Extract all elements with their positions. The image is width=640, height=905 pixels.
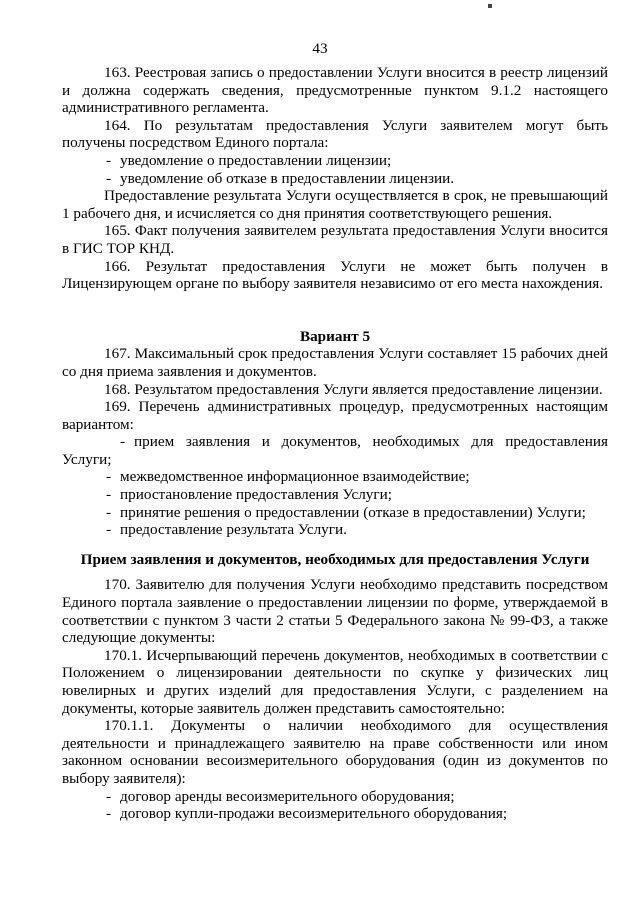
list-item: - уведомление об отказе в предоставлении лицензии. xyxy=(106,169,455,187)
list-item: - уведомление о предоставлении лицензии; xyxy=(106,151,392,169)
paragraph-169: 169. Перечень административных процедур, предусмотренных настоящим вариантом: xyxy=(62,398,608,433)
paragraph-166: 166. Результат предоставления Услуги не может быть получен в Лицензирующем органе по выбору заявителя независимо от его места нахождения. xyxy=(62,257,608,293)
document-body xyxy=(62,64,608,823)
paragraph-167: 167. Максимальный срок предоставления Услуги составляет 15 рабочих дней со дня приема заявления и документов. xyxy=(62,345,608,380)
list-item: - договор аренды весоизмерительного оборудования; xyxy=(106,787,455,805)
paragraph-170-1: 170.1. Исчерпывающий перечень документов, необходимых в соответствии с Положением о лицензировании деятельности по скупке у физических лиц ювелирных и других изделий для предоставления Услуги, с разделением на документы, которые заявитель должен представить самостоятельно: xyxy=(62,646,608,717)
list-item: - приостановление предоставления Услуги; xyxy=(106,486,392,504)
variant-heading: Вариант 5 xyxy=(299,327,371,345)
page-number: 43 xyxy=(312,40,328,57)
section-heading: Прием заявления и документов, необходимых для предоставления Услуги xyxy=(80,550,590,568)
list-item: - прием заявления и документов, необходимых для предоставления Услуги; xyxy=(62,433,608,468)
paragraph-170: 170. Заявителю для получения Услуги необходимо представить посредством Единого портала заявление о предоставлении лицензии по форме, утверждаемой в соответствии с пунктом 3 части 2 статьи 5 Федерального закона № 99-ФЗ, а также следующие документы: xyxy=(62,576,608,647)
scan-speck xyxy=(488,4,492,8)
paragraph-170-1-1: 170.1.1. Документы о наличии необходимого для осуществления деятельности и принадлежащего заявителю на праве собственности или ином законном основании весоизмерительного оборудования (один из документов по выбору заявителя): xyxy=(62,717,608,787)
paragraph-result-term: Предоставление результата Услуги осуществляется в срок, не превышающий 1 рабочего дня, и исчисляется со дня принятия соответствующего решения. xyxy=(62,187,608,222)
list-item: - межведомственное информационное взаимодействие; xyxy=(106,468,470,486)
list-item: - договор купли-продажи весоизмерительного оборудования; xyxy=(106,805,508,823)
paragraph-168: 168. Результатом предоставления Услуги является предоставление лицензии. xyxy=(104,380,603,398)
paragraph-165: 165. Факт получения заявителем результата предоставления Услуги вносится в ГИС ТОР КНД. xyxy=(62,222,608,257)
list-item: - принятие решения о предоставлении (отказе в предоставлении) Услуги; xyxy=(106,503,586,521)
paragraph-163: 163. Реестровая запись о предоставлении Услуги вносится в реестр лицензий и должна содержать сведения, предусмотренные пунктом 9.1.2 настоящего административного регламента. xyxy=(62,64,608,117)
list-item: - предоставление результата Услуги. xyxy=(106,521,347,539)
paragraph-164: 164. По результатам предоставления Услуги заявителем могут быть получены посредством Единого портала: xyxy=(62,116,608,152)
